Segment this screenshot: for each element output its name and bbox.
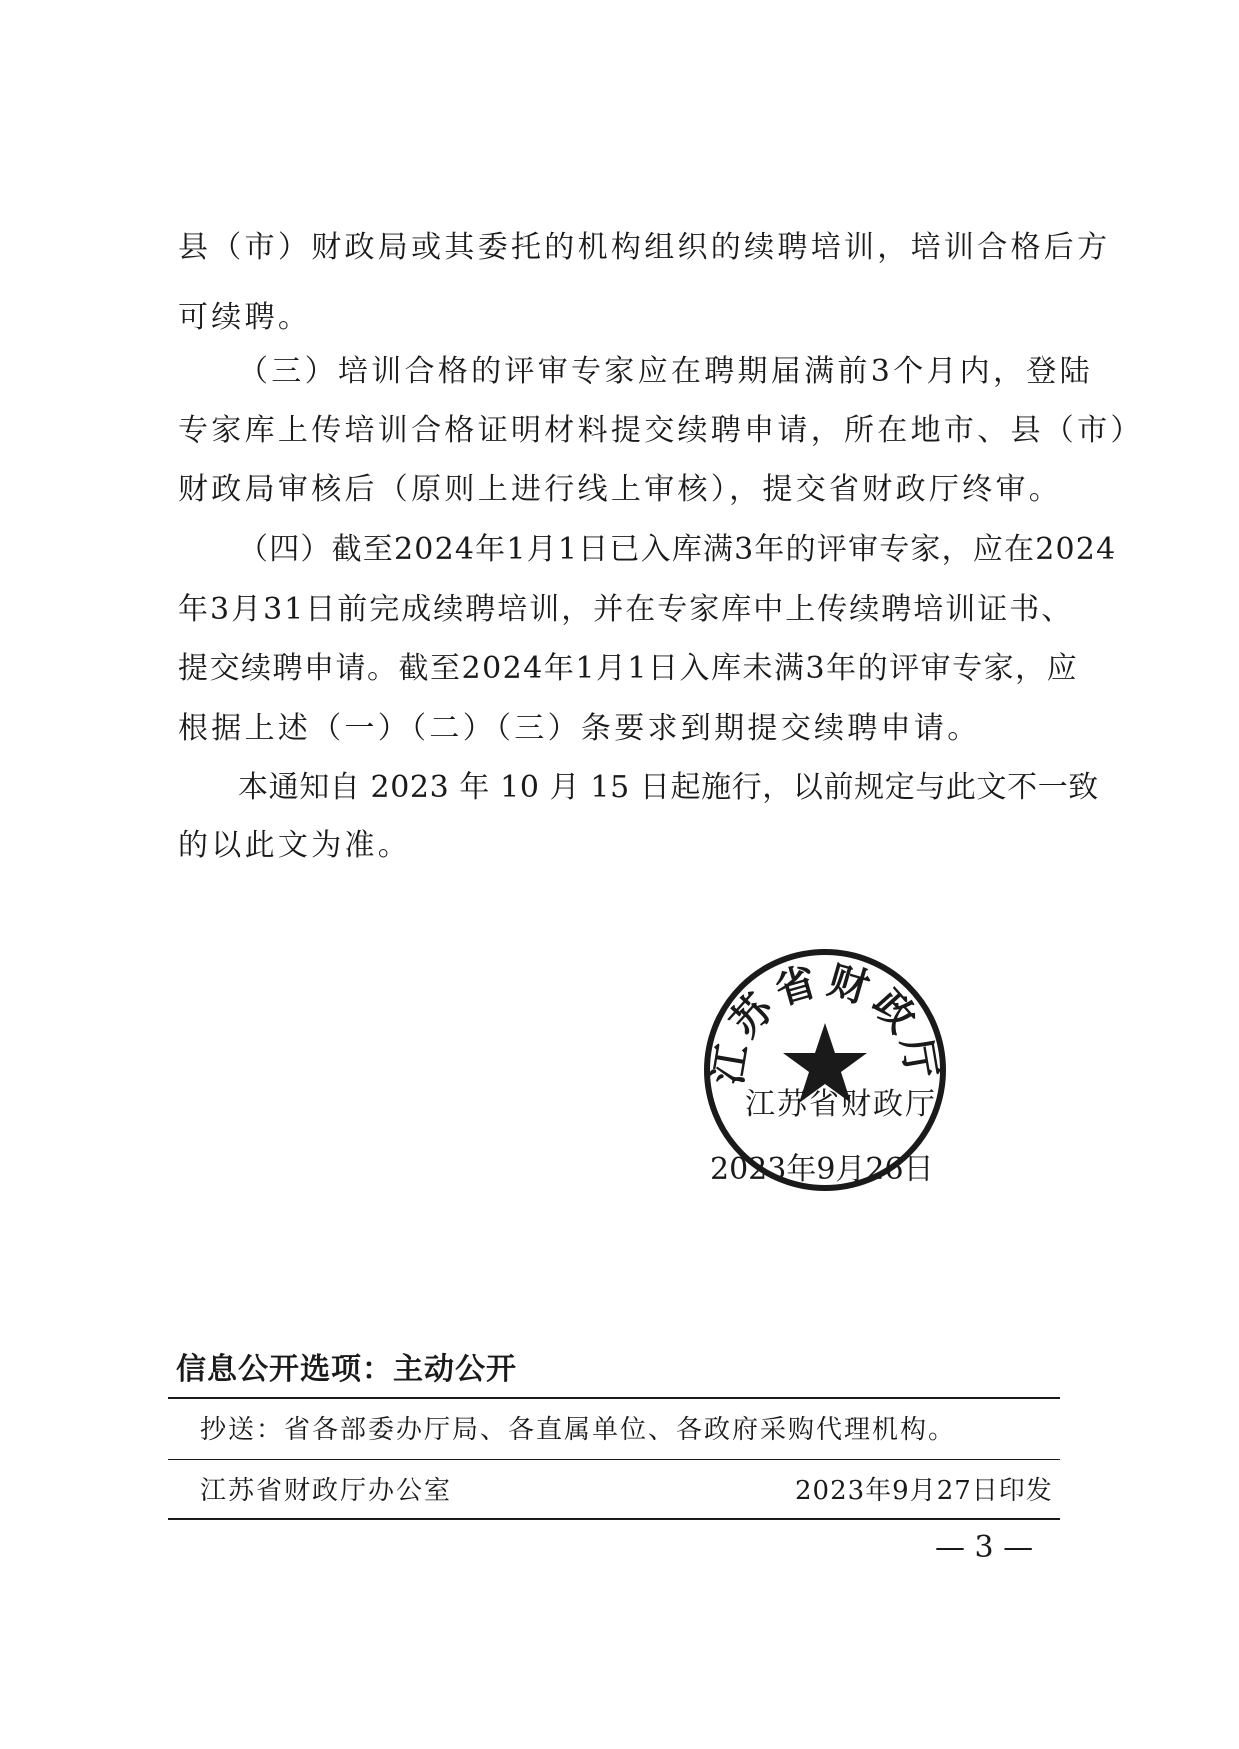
body-line-8: 提交续聘申请。截至2024年1月1日入库未满3年的评审专家，应: [178, 651, 1079, 686]
body-line-2: 可续聘。: [178, 300, 312, 335]
signature-org: 江苏省财政厅: [745, 1087, 937, 1122]
body-line-7: 年3月31日前完成续聘培训，并在专家库中上传续聘培训证书、: [178, 592, 1074, 627]
seal-text: 江苏省财政厅: [703, 956, 947, 1088]
divider-top: [168, 1397, 1060, 1399]
body-line-3: （三）培训合格的评审专家应在聘期届满前3个月内，登陆: [238, 354, 1093, 389]
disclosure-option: 信息公开选项：主动公开: [176, 1352, 517, 1387]
issuer-office: 江苏省财政厅办公室: [200, 1476, 453, 1506]
body-line-1: 县（市）财政局或其委托的机构组织的续聘培训，培训合格后方: [178, 230, 1111, 265]
body-line-11: 的以此文为准。: [178, 828, 412, 863]
cc-line: 抄送：省各部委办厅局、各直属单位、各政府采购代理机构。: [200, 1415, 957, 1445]
body-line-4: 专家库上传培训合格证明材料提交续聘申请，所在地市、县（市）: [178, 413, 1144, 448]
divider-bottom: [168, 1518, 1060, 1520]
issue-date: 2023年9月27日印发: [795, 1476, 1053, 1506]
page-number: — 3 —: [935, 1530, 1034, 1565]
body-line-6: （四）截至2024年1月1日已入库满3年的评审专家，应在2024: [238, 532, 1117, 567]
signature-date: 2023年9月26日: [710, 1152, 934, 1187]
body-line-9: 根据上述（一）（二）（三）条要求到期提交续聘申请。: [178, 711, 981, 746]
body-line-5: 财政局审核后（原则上进行线上审核），提交省财政厅终审。: [178, 472, 1063, 507]
divider-middle: [168, 1459, 1060, 1460]
body-line-10: 本通知自 2023 年 10 月 15 日起施行，以前规定与此文不一致: [238, 770, 1099, 805]
